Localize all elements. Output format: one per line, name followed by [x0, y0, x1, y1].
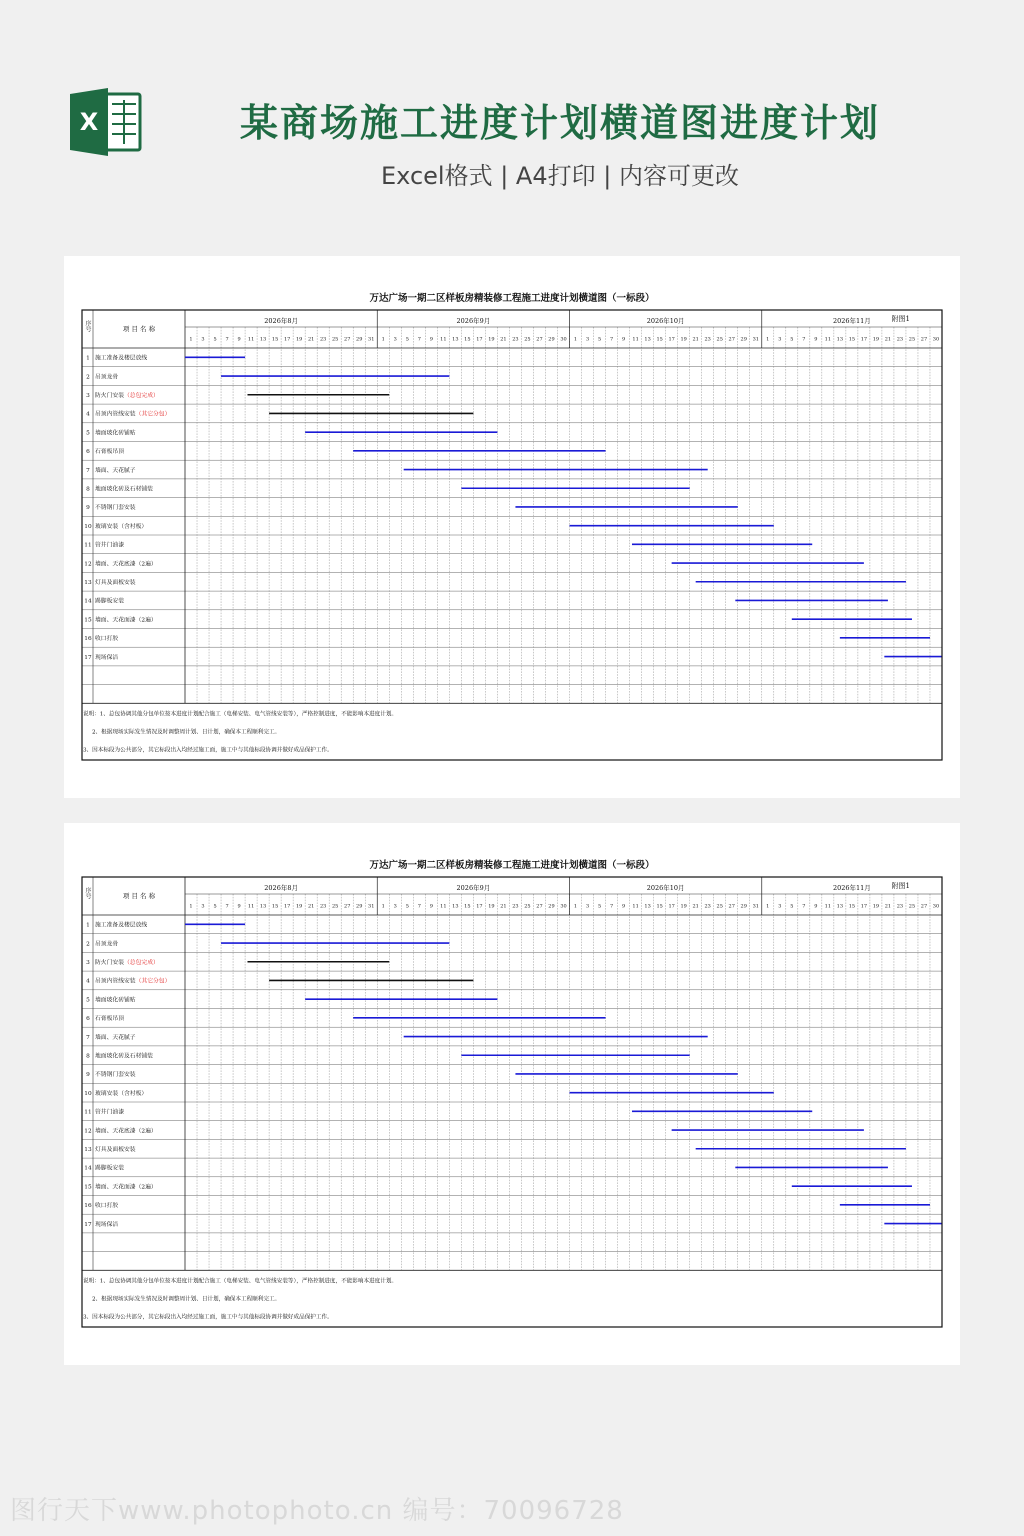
day-label: 9 [429, 336, 433, 343]
task-name-text: 不锈钢门套安装 [95, 1072, 136, 1079]
day-label: 3 [585, 336, 590, 343]
task-name [95, 634, 118, 642]
day-label: 11 [440, 903, 447, 910]
task-name-text: 管井门油漆 [95, 1109, 124, 1116]
day-label: 30 [560, 336, 567, 343]
day-label: 19 [295, 903, 303, 910]
day-label: 7 [225, 336, 229, 343]
task-number: 14 [84, 598, 92, 605]
day-label: 19 [872, 903, 880, 910]
day-label: 19 [680, 336, 687, 343]
task-name [95, 995, 136, 1003]
day-label: 25 [908, 903, 916, 910]
day-label: 11 [824, 336, 832, 343]
task-number: 10 [84, 1090, 92, 1097]
day-label: 7 [802, 903, 806, 910]
day-label: 21 [692, 336, 699, 343]
task-name [95, 466, 136, 474]
day-label: 1 [766, 903, 770, 910]
task-name-text: 墙面玻化砖铺贴 [95, 430, 136, 437]
task-number: 14 [84, 1165, 92, 1172]
day-label: 11 [440, 336, 447, 343]
day-label: 27 [536, 903, 543, 910]
day-label: 21 [500, 336, 507, 343]
day-label: 13 [452, 336, 459, 343]
task-name-text: 踢脚板安装 [95, 1165, 124, 1172]
day-label: 9 [429, 903, 433, 910]
seq-header: 序号 [84, 887, 91, 899]
task-name [95, 977, 170, 985]
task-name [95, 1201, 118, 1209]
day-label: 15 [656, 336, 663, 343]
day-label: 29 [740, 336, 747, 343]
day-label: 1 [381, 336, 385, 343]
task-number: 9 [86, 1072, 90, 1079]
day-label: 27 [344, 903, 351, 910]
day-label: 17 [476, 336, 483, 343]
task-name [95, 958, 159, 966]
day-label: 3 [585, 903, 590, 910]
day-label: 21 [307, 336, 315, 343]
task-name-text: 现场保洁 [95, 654, 119, 661]
day-label: 23 [896, 903, 904, 910]
task-number: 5 [86, 430, 90, 437]
day-label: 5 [597, 903, 602, 910]
day-label: 3 [393, 903, 397, 910]
task-name [95, 1108, 124, 1116]
sheet-title: 万达广场一期二区样板房精装修工程施工进度计划横道图（一标段） [369, 860, 655, 871]
task-note: （其它分包） [135, 411, 171, 418]
day-label: 25 [524, 903, 531, 910]
gantt-chart-1 [64, 256, 960, 798]
day-label: 11 [632, 336, 639, 343]
day-label: 9 [814, 903, 818, 910]
page-title: 某商场施工进度计划横道图进度计划 [239, 101, 880, 145]
task-name-text: 墙面、天花底漆（2遍） [95, 1128, 157, 1135]
day-label: 11 [247, 903, 255, 910]
task-number: 12 [84, 561, 92, 568]
task-name [95, 522, 147, 530]
task-number: 13 [84, 579, 92, 586]
day-label: 7 [417, 336, 421, 343]
task-name-text: 地面玻化砖及石材铺装 [95, 1053, 153, 1060]
sheet-preview-2 [64, 823, 960, 1365]
day-label: 1 [381, 903, 385, 910]
day-label: 27 [536, 336, 543, 343]
day-label: 21 [692, 903, 699, 910]
month-label: 2026年9月 [456, 317, 491, 325]
day-label: 23 [319, 336, 327, 343]
task-name-text: 墙面、天花底漆（2遍） [95, 561, 157, 568]
task-name [95, 372, 118, 380]
day-label: 23 [512, 336, 519, 343]
task-number: 1 [86, 922, 90, 929]
day-label: 23 [319, 903, 327, 910]
task-name-text: 吊顶龙骨 [95, 374, 119, 381]
task-number: 17 [84, 654, 92, 661]
task-name-text: 墙面、天花面漆（2遍） [95, 1184, 157, 1191]
task-number: 3 [86, 392, 90, 399]
task-name [95, 578, 136, 586]
day-label: 25 [716, 336, 723, 343]
task-number: 10 [84, 523, 92, 530]
task-name-text: 管井门油漆 [95, 542, 124, 549]
day-label: 3 [393, 336, 397, 343]
task-name [95, 1145, 136, 1153]
task-name [95, 484, 153, 492]
task-name-text: 施工准备及楼层放线 [95, 922, 148, 929]
day-label: 11 [247, 336, 255, 343]
day-label: 21 [307, 903, 315, 910]
task-number: 15 [84, 1184, 92, 1191]
task-name [95, 503, 136, 511]
day-label: 3 [778, 336, 782, 343]
task-name [95, 1033, 136, 1041]
day-label: 27 [728, 903, 735, 910]
day-label: 15 [271, 903, 279, 910]
day-label: 21 [500, 903, 507, 910]
task-number: 8 [86, 1053, 90, 1060]
task-name-text: 收口打胶 [95, 1203, 119, 1210]
day-label: 5 [790, 903, 794, 910]
task-name-text: 吊顶内管线安装 [95, 411, 136, 418]
day-label: 23 [896, 336, 904, 343]
day-label: 9 [621, 903, 626, 910]
sheet-preview-1 [64, 256, 960, 798]
day-label: 15 [848, 336, 856, 343]
day-label: 7 [802, 336, 806, 343]
task-number: 1 [86, 355, 90, 362]
day-label: 30 [932, 903, 940, 910]
month-label: 2026年10月 [646, 884, 685, 892]
task-number: 15 [84, 617, 92, 624]
task-name-text: 地面玻化砖及石材铺装 [95, 486, 153, 493]
task-name [95, 1126, 157, 1134]
day-label: 9 [621, 336, 626, 343]
task-note: （总包完成） [124, 392, 159, 399]
task-note: （总包完成） [124, 959, 159, 966]
task-name [95, 447, 124, 455]
day-label: 17 [860, 903, 868, 910]
task-name [95, 597, 124, 605]
day-label: 7 [609, 903, 614, 910]
name-header: 项 目 名 称 [122, 325, 156, 333]
day-label: 15 [271, 336, 279, 343]
page-subtitle: Excel格式 | A4打印 | 内容可更改 [381, 162, 739, 190]
task-name-text: 防火门安装 [95, 959, 124, 966]
task-name-text: 石膏板吊顶 [95, 449, 124, 456]
day-label: 3 [201, 903, 205, 910]
day-label: 27 [920, 903, 928, 910]
day-label: 17 [476, 903, 483, 910]
day-label: 1 [189, 336, 193, 343]
day-label: 23 [704, 903, 711, 910]
day-label: 9 [237, 336, 241, 343]
day-label: 30 [560, 903, 567, 910]
task-number: 2 [86, 374, 90, 381]
task-name [95, 559, 157, 567]
task-name-text: 现场保洁 [95, 1221, 119, 1228]
month-label: 2026年8月 [264, 884, 298, 892]
day-label: 1 [189, 903, 193, 910]
day-label: 19 [295, 336, 303, 343]
day-label: 13 [836, 336, 844, 343]
day-label: 25 [524, 336, 531, 343]
task-number: 6 [86, 1016, 90, 1023]
task-name [95, 1182, 157, 1190]
day-label: 27 [920, 336, 928, 343]
task-number: 11 [84, 1109, 92, 1116]
task-number: 5 [86, 997, 90, 1004]
day-label: 25 [332, 903, 339, 910]
task-name-text: 石膏板吊顶 [95, 1016, 124, 1023]
task-name-text: 防火门安装 [95, 392, 124, 399]
task-name-text: 收口打胶 [95, 636, 119, 643]
day-label: 15 [656, 903, 663, 910]
task-name-text: 墙面、天花面漆（2遍） [95, 617, 157, 624]
month-label: 2026年10月 [646, 317, 685, 325]
header [0, 0, 1024, 240]
month-label: 2026年9月 [456, 884, 491, 892]
note-line: 说明：1、总包协调其他分包单位按本进度计划配合施工（电梯安装、电气管线安装等），严格控制进度，不能影响本进度计划。 [83, 711, 398, 718]
task-name [95, 410, 170, 418]
task-name-text: 墙面、天花腻子 [95, 1034, 136, 1041]
day-label: 19 [680, 903, 687, 910]
task-number: 3 [86, 959, 90, 966]
day-label: 30 [932, 336, 940, 343]
task-name [95, 1051, 153, 1059]
day-label: 25 [908, 336, 916, 343]
task-number: 7 [86, 1034, 90, 1041]
name-header: 项 目 名 称 [122, 892, 156, 900]
day-label: 23 [704, 336, 711, 343]
task-number: 4 [86, 978, 90, 985]
day-label: 19 [488, 336, 495, 343]
task-name [95, 541, 124, 549]
day-label: 13 [452, 903, 459, 910]
task-name [95, 653, 118, 661]
task-name-text: 玻璃安装（含衬板） [95, 1090, 148, 1097]
day-label: 13 [259, 903, 267, 910]
day-label: 19 [488, 903, 495, 910]
day-label: 31 [368, 336, 375, 343]
day-label: 5 [213, 903, 217, 910]
task-number: 4 [86, 411, 90, 418]
day-label: 19 [872, 336, 880, 343]
task-name [95, 1014, 124, 1022]
note-line: 说明：1、总包协调其他分包单位按本进度计划配合施工（电梯安装、电气管线安装等），严格控制进度，不能影响本进度计划。 [83, 1278, 398, 1285]
day-label: 9 [237, 903, 241, 910]
seq-header: 序号 [84, 320, 91, 332]
excel-logo-letter: X [79, 108, 99, 136]
day-label: 21 [884, 336, 892, 343]
task-name-text: 吊顶龙骨 [95, 941, 119, 948]
day-label: 11 [824, 903, 832, 910]
task-name-text: 墙面玻化砖铺贴 [95, 997, 136, 1004]
task-name [95, 939, 118, 947]
day-label: 31 [752, 336, 759, 343]
day-label: 11 [632, 903, 639, 910]
task-name-text: 灯具及面板安装 [95, 579, 136, 586]
day-label: 13 [836, 903, 844, 910]
day-label: 29 [548, 903, 555, 910]
task-number: 13 [84, 1146, 92, 1153]
day-label: 15 [848, 903, 856, 910]
day-label: 31 [752, 903, 759, 910]
day-label: 29 [740, 903, 747, 910]
note-line: 3、因本标段为公共部分，其它标段出入均经过施工面，施工中与其他标段协调并做好成品保护工作。 [83, 1314, 333, 1321]
day-label: 27 [344, 336, 351, 343]
note-line: 3、因本标段为公共部分，其它标段出入均经过施工面，施工中与其他标段协调并做好成品保护工作。 [83, 747, 333, 754]
task-number: 6 [86, 449, 90, 456]
day-label: 7 [225, 903, 229, 910]
day-label: 7 [417, 903, 421, 910]
day-label: 17 [283, 903, 291, 910]
month-label: 2026年8月 [264, 317, 298, 325]
task-name [95, 1220, 118, 1228]
excel-icon [68, 86, 144, 158]
day-label: 5 [405, 336, 409, 343]
task-name-text: 踢脚板安装 [95, 598, 124, 605]
day-label: 1 [766, 336, 770, 343]
day-label: 27 [728, 336, 735, 343]
day-label: 3 [201, 336, 205, 343]
day-label: 25 [332, 336, 339, 343]
attachment-label: 附图1 [891, 882, 910, 890]
task-name-text: 灯具及面板安装 [95, 1146, 136, 1153]
day-label: 21 [884, 903, 892, 910]
task-number: 8 [86, 486, 90, 493]
day-label: 29 [356, 336, 363, 343]
task-note: （其它分包） [135, 978, 171, 985]
task-number: 16 [84, 636, 92, 643]
day-label: 13 [644, 336, 651, 343]
task-name-text: 吊顶内管线安装 [95, 978, 136, 985]
note-line: 2、根据现场实际发生情况及时调整周计划、日计划，确保本工程顺利完工。 [92, 1296, 281, 1303]
task-name [95, 354, 147, 362]
day-label: 31 [368, 903, 375, 910]
day-label: 1 [573, 336, 578, 343]
month-label: 2026年11月 [832, 884, 871, 892]
task-name [95, 1070, 136, 1078]
day-label: 17 [860, 336, 868, 343]
day-label: 29 [356, 903, 363, 910]
month-label: 2026年11月 [832, 317, 871, 325]
day-label: 5 [405, 903, 409, 910]
day-label: 15 [464, 903, 471, 910]
sheet-title: 万达广场一期二区样板房精装修工程施工进度计划横道图（一标段） [369, 293, 655, 304]
attachment-label: 附图1 [891, 315, 910, 323]
day-label: 9 [814, 336, 818, 343]
task-name [95, 1164, 124, 1172]
day-label: 5 [790, 336, 794, 343]
task-number: 17 [84, 1221, 92, 1228]
watermark: 图行天下www.photophoto.cn 编号：70096728 [10, 1496, 624, 1526]
day-label: 13 [644, 903, 651, 910]
task-name [95, 391, 159, 399]
day-label: 3 [778, 903, 782, 910]
day-label: 5 [213, 336, 217, 343]
task-number: 16 [84, 1203, 92, 1210]
task-number: 12 [84, 1128, 92, 1135]
task-name-text: 不锈钢门套安装 [95, 505, 136, 512]
task-name [95, 921, 147, 929]
task-name [95, 615, 157, 623]
day-label: 13 [259, 336, 267, 343]
task-number: 9 [86, 505, 90, 512]
task-number: 7 [86, 467, 90, 474]
day-label: 1 [573, 903, 578, 910]
day-label: 7 [609, 336, 614, 343]
day-label: 29 [548, 336, 555, 343]
task-name-text: 施工准备及楼层放线 [95, 355, 148, 362]
day-label: 23 [512, 903, 519, 910]
task-name-text: 墙面、天花腻子 [95, 467, 136, 474]
task-name [95, 428, 136, 436]
task-number: 11 [84, 542, 92, 549]
day-label: 15 [464, 336, 471, 343]
task-name [95, 1089, 147, 1097]
task-name-text: 玻璃安装（含衬板） [95, 523, 148, 530]
task-number: 2 [86, 941, 90, 948]
note-line: 2、根据现场实际发生情况及时调整周计划、日计划，确保本工程顺利完工。 [92, 729, 281, 736]
day-label: 5 [597, 336, 602, 343]
day-label: 17 [668, 903, 675, 910]
day-label: 25 [716, 903, 723, 910]
day-label: 17 [283, 336, 291, 343]
gantt-chart-2 [64, 823, 960, 1365]
day-label: 17 [668, 336, 675, 343]
